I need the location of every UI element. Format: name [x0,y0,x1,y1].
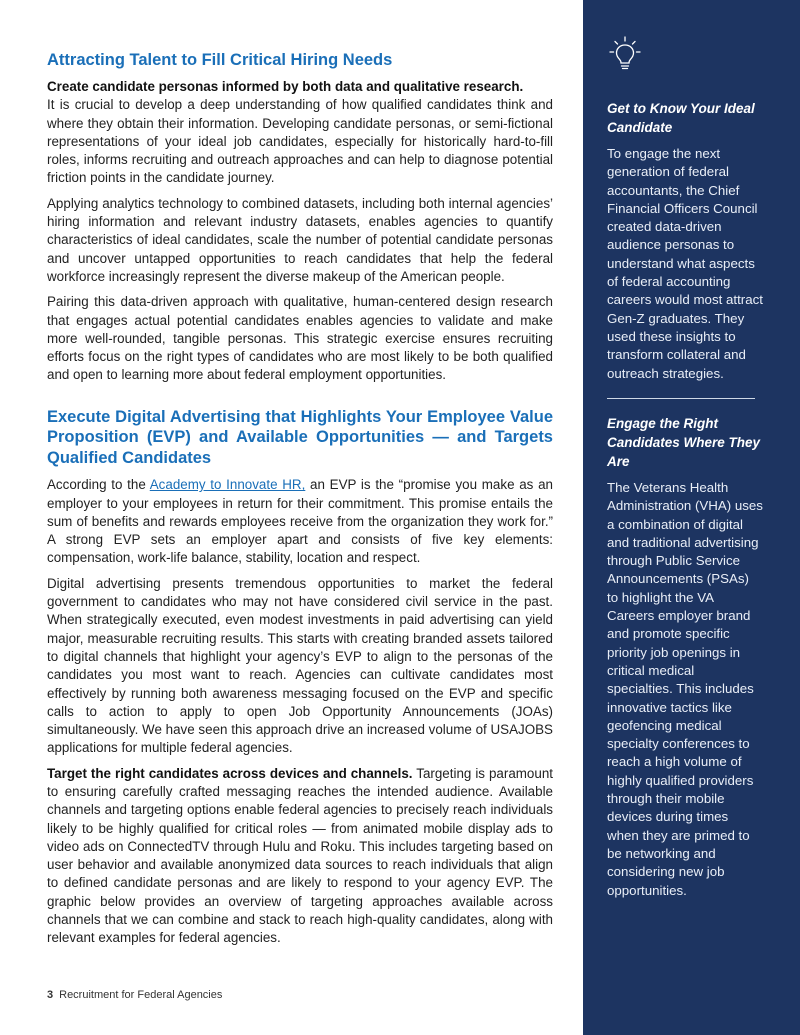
main-column [47,50,553,955]
callout-title-engage-candidates: Engage the Right Candidates Where They Are [607,416,761,469]
paragraph-digital-ads: Digital advertising presents tremendous opportunities to market the federal government to candidates who may not have considered civil service in the past. When strategically executed, even modest investments in paid advertising can yield major, measurable recruiting results. This starts with creating branded assets tailored to digital channels that highlight your agency’s EVP to align to the personas of the candidates you most want to reach. Agencies can cultivate candidates most effectively by running both awareness messaging focused on the EVP and specific calls to action to apply to open Job Opportunity Announcements (JOAs) simultaneously. We have seen this approach drive an increased volume of USAJOBS applications for multiple federal agencies. [47,575,553,756]
lightbulb-icon [605,34,645,74]
section-heading-attracting-talent: Attracting Talent to Fill Critical Hiring Needs [47,51,393,69]
paragraph-evp-after: an EVP is the “promise you make as an employer to your employees in return for their commitment. This promise entails the sum of benefits and rewards employees receive from the organization they work for.” A strong EVP sets an employer apart and consists of five key elements: compensation, work-life balance, stability, location and respect. [47,477,553,566]
callout-title-ideal-candidate: Get to Know Your Ideal Candidate [607,101,755,135]
paragraph-personas-text: It is crucial to develop a deep understanding of how qualified candidates think and where they obtain their information. Developing candidate personas, or semi-fictional representations of your ideal job candidates, especially for historically hard-to-fill roles, informs recruiting and outreach approaches and can help to diagnose potential friction points in the candidate journey. [47,97,553,186]
lead-sentence-targeting: Target the right candidates across devices and channels. [47,765,413,781]
sidebar-callouts [583,0,800,1035]
paragraph-evp-before: According to the [47,477,150,493]
callout-text-engage-candidates: The Veterans Health Administration (VHA) uses a combination of digital and traditional advertising through Public Service Announcements (PSAs) to highlight the VA Careers employer brand and promote specific priority job openings in critical medical specialties. This includes innovative tactics like geofencing medical specialty conferences to reach a high volume of highly qualified providers through their mobile devices during times when they are primed to be networking and considering new job opportunities. [607,480,763,898]
section-heading-digital-advertising: Execute Digital Advertising that Highlights Your Employee Value Proposition (EVP) and Available Opportunities — and Targets Qualified Candidates [47,407,553,467]
paragraph-targeting [47,765,553,948]
lead-sentence-personas: Create candidate personas informed by both data and qualitative research. [47,79,524,94]
paragraph-personas [47,78,553,188]
academy-link[interactable]: Academy to Innovate HR, [149,477,306,493]
page-footer [47,989,222,1001]
paragraph-targeting-text: Targeting is paramount to ensuring carefully crafted messaging reaches the intended audience. Available channels and targeting options enable federal agencies to precisely reach individuals likely to be highly qualified for critical roles — from animated mobile display ads to video ads on ConnectedTV through Hulu and Roku. This includes targeting based on user behavior and available anonymized data sources to reach individuals that align to defined candidate personas and are likely to respond to your agency EVP. The graphic below provides an overview of targeting approaches available across channels that we can combine and stack to reach high-quality candidates, along with relevant examples for federal agencies. [47,765,553,946]
footer-label: Recruitment for Federal Agencies [59,989,223,1001]
paragraph-qualitative: Pairing this data-driven approach with qualitative, human-centered design research that engages actual potential candidates enables agencies to validate and make more well-rounded, tangible personas. This strategic exercise ensures recruiting efforts focus on the right types of candidates who are most likely to be both qualified and open to learning more about federal employment opportunities. [47,294,553,383]
callout-ideal-candidate [607,99,763,383]
callout-engage-candidates [607,414,763,900]
paragraph-analytics: Applying analytics technology to combined datasets, including both internal agencies’ hiring information and relevant industry datasets, enables agencies to quantify characteristics of ideal candidates, scale the number of potential candidate personas and uncover untapped opportunities to reach candidates that help the federal workforce increasingly represent the diverse makeup of the American people. [47,195,553,284]
callout-text-ideal-candidate: To engage the next generation of federal accountants, the Chief Financial Officers Council created data-driven audience personas to understand what aspects of federal accounting careers would most attract Gen-Z graduates. They used these insights to transform collateral and outreach strategies. [607,146,763,381]
page-number: 3 [47,989,54,1001]
paragraph-evp [47,476,553,567]
sidebar-divider [607,398,755,399]
